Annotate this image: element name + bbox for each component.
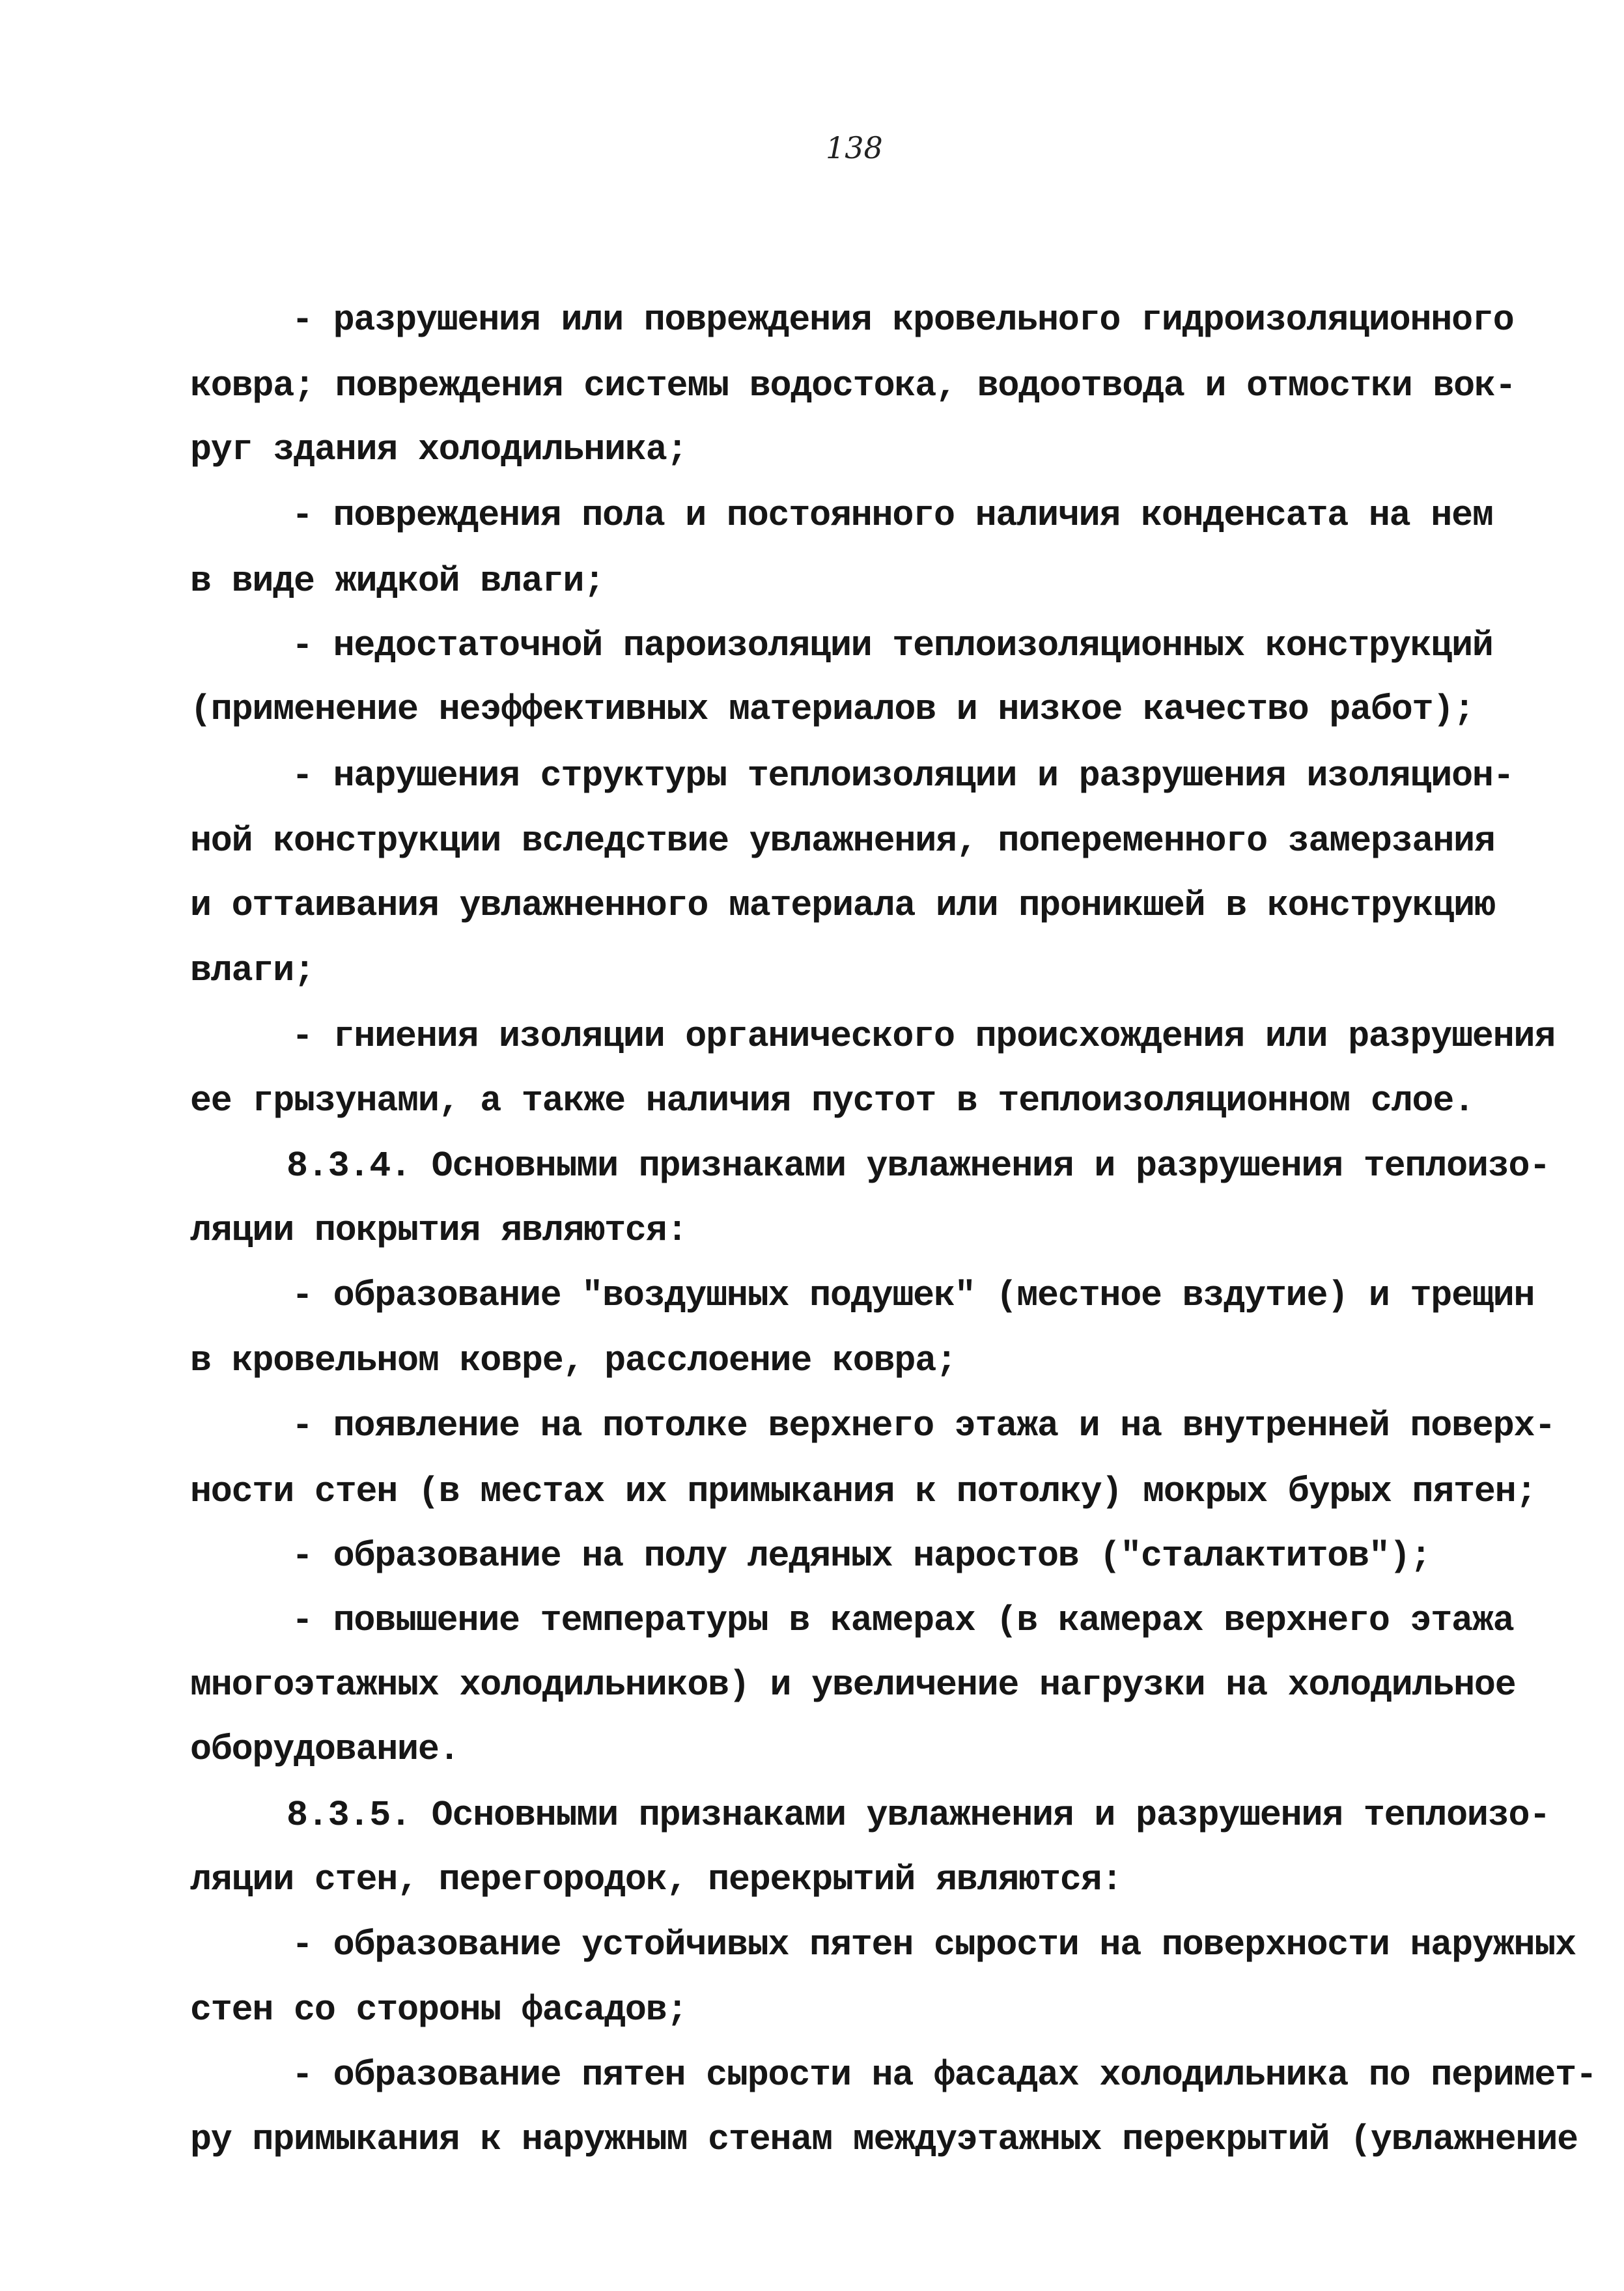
text-line: - образование устойчивых пятен сырости на поверхности наружных bbox=[292, 1924, 1576, 1965]
text-line: - повышение температуры в камерах (в камерах верхнего этажа bbox=[292, 1600, 1514, 1641]
text-line: оборудование. bbox=[190, 1729, 460, 1770]
text-line: ру примыкания к наружным стенам междуэтажных перекрытий (увлажнение bbox=[190, 2119, 1578, 2160]
text-line: руг здания холодильника; bbox=[190, 429, 688, 470]
text-line: ляции стен, перегородок, перекрытий являются: bbox=[190, 1859, 1123, 1900]
text-line: - повреждения пола и постоянного наличия конденсата на нем bbox=[292, 495, 1493, 536]
text-line: - образование "воздушных подушек" (местное вздутие) и трещин bbox=[292, 1275, 1535, 1316]
text-line: в виде жидкой влаги; bbox=[190, 561, 605, 602]
text-line: - нарушения структуры теплоизоляции и разрушения изоляцион- bbox=[292, 755, 1514, 796]
text-line: - гниения изоляции органического происхождения или разрушения bbox=[292, 1016, 1556, 1057]
text-line: ности стен (в местах их примыкания к потолку) мокрых бурых пятен; bbox=[190, 1471, 1537, 1512]
text-line: - образование на полу ледяных наростов ("сталактитов"); bbox=[292, 1536, 1431, 1577]
text-line: 8.3.4. Основными признаками увлажнения и разрушения теплоизо- bbox=[287, 1146, 1550, 1187]
text-line: ной конструкции вследствие увлажнения, попеременного замерзания bbox=[190, 821, 1495, 862]
page-number: 138 bbox=[826, 130, 883, 165]
text-line: - разрушения или повреждения кровельного гидроизоляционного bbox=[292, 300, 1514, 341]
text-line: и оттаивания увлажненного материала или проникшей в конструкцию bbox=[190, 885, 1495, 926]
text-line: - появление на потолке верхнего этажа и на внутренней поверх- bbox=[292, 1405, 1556, 1446]
text-line: ковра; повреждения системы водостока, водоотвода и отмостки вок- bbox=[190, 365, 1516, 406]
text-line: ее грызунами, а также наличия пустот в теплоизоляционном слое. bbox=[190, 1080, 1474, 1121]
text-line: - недостаточной пароизоляции теплоизоляционных конструкций bbox=[292, 625, 1493, 666]
text-line: влаги; bbox=[190, 950, 315, 991]
text-line: ляции покрытия являются: bbox=[190, 1210, 688, 1251]
text-line: 8.3.5. Основными признаками увлажнения и разрушения теплоизо- bbox=[287, 1795, 1550, 1836]
text-line: - образование пятен сырости на фасадах холодильника по перимет- bbox=[292, 2055, 1597, 2096]
text-line: в кровельном ковре, расслоение ковра; bbox=[190, 1340, 957, 1381]
text-line: многоэтажных холодильников) и увеличение нагрузки на холодильное bbox=[190, 1665, 1516, 1706]
text-line: стен со стороны фасадов; bbox=[190, 1989, 688, 2031]
text-line: (применение неэффективных материалов и низкое качество работ); bbox=[190, 689, 1474, 730]
